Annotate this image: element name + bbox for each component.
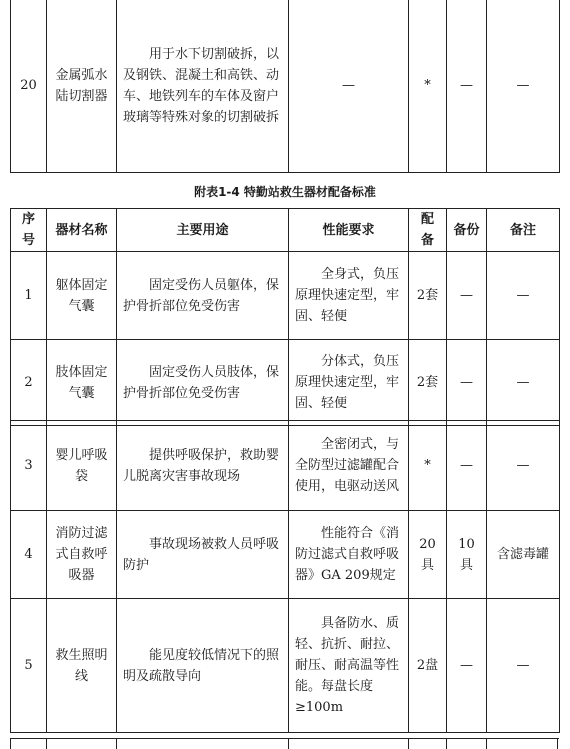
equipment-name: 救生照明线 bbox=[47, 599, 117, 733]
row-number: 1 bbox=[11, 252, 47, 340]
header-backup: 备份 bbox=[447, 209, 487, 252]
equipment-use: 事故现场被救人员呼吸防护 bbox=[117, 511, 289, 599]
equipment-table-part1 bbox=[10, 208, 560, 426]
backup-count: 10具 bbox=[447, 511, 487, 599]
header-row bbox=[11, 209, 560, 252]
backup-count: — bbox=[447, 252, 487, 340]
header-perf: 性能要求 bbox=[289, 209, 409, 252]
performance: 性能符合《消防过滤式自救呼吸器》GA 209规定 bbox=[289, 511, 409, 599]
performance: 分体式，负压原理快速定型，牢固、轻便 bbox=[289, 340, 409, 426]
table-row bbox=[11, 421, 560, 511]
header-no: 序号 bbox=[11, 209, 47, 252]
header-remark: 备注 bbox=[487, 209, 560, 252]
table-row bbox=[11, 340, 560, 426]
backup-count: — bbox=[447, 599, 487, 733]
equipment-use: 用于水下切割破拆，以及钢铁、混凝土和高铁、动车、地铁列车的车体及窗户玻璃等特殊对象的切割破拆 bbox=[117, 0, 289, 173]
remark: — bbox=[487, 0, 560, 173]
header-name: 器材名称 bbox=[47, 209, 117, 252]
backup-count: — bbox=[447, 340, 487, 426]
table-row bbox=[11, 252, 560, 340]
table-caption: 附表1-4 特勤站救生器材配备标准 bbox=[194, 185, 376, 199]
equipment-table-part2 bbox=[10, 420, 560, 733]
equipment-name: 消防过滤式自救呼吸器 bbox=[47, 511, 117, 599]
table-row bbox=[11, 511, 560, 599]
remark: 含滤毒罐 bbox=[487, 511, 560, 599]
remark: — bbox=[487, 599, 560, 733]
performance: 具备防水、质轻、抗折、耐拉、耐压、耐高温等性能。每盘长度≥100m bbox=[289, 599, 409, 733]
performance: — bbox=[289, 0, 409, 173]
remark: — bbox=[487, 252, 560, 340]
equipment-name: 躯体固定气囊 bbox=[47, 252, 117, 340]
header-use: 主要用途 bbox=[117, 209, 289, 252]
row-number: 3 bbox=[11, 421, 47, 511]
performance: 全身式，负压原理快速定型，牢固、轻便 bbox=[289, 252, 409, 340]
remark: — bbox=[487, 421, 560, 511]
remark: — bbox=[487, 340, 560, 426]
performance: 全密闭式，与全防型过滤罐配合使用，电驱动送风 bbox=[289, 421, 409, 511]
config-count: 2套 bbox=[409, 340, 447, 426]
header-config: 配备 bbox=[409, 209, 447, 252]
equipment-use: 固定受伤人员肢体，保护骨折部位免受伤害 bbox=[117, 340, 289, 426]
top-table bbox=[10, 0, 560, 173]
equipment-use: 提供呼吸保护，救助婴儿脱离灾害事故现场 bbox=[117, 421, 289, 511]
backup-count: — bbox=[447, 421, 487, 511]
config-count: 2盘 bbox=[409, 599, 447, 733]
config-count: * bbox=[409, 421, 447, 511]
equipment-name: 婴儿呼吸袋 bbox=[47, 421, 117, 511]
equipment-name: 肢体固定气囊 bbox=[47, 340, 117, 426]
backup-count: — bbox=[447, 0, 487, 173]
row-number: 4 bbox=[11, 511, 47, 599]
config-count: 20具 bbox=[409, 511, 447, 599]
row-number: 2 bbox=[11, 340, 47, 426]
next-row-fragment bbox=[10, 738, 559, 749]
config-count: * bbox=[409, 0, 447, 173]
table-row bbox=[11, 0, 560, 173]
equipment-use: 固定受伤人员躯体，保护骨折部位免受伤害 bbox=[117, 252, 289, 340]
table-row bbox=[11, 599, 560, 733]
row-number: 20 bbox=[11, 0, 47, 173]
equipment-use: 能见度较低情况下的照明及疏散导向 bbox=[117, 599, 289, 733]
equipment-name: 金属弧水陆切割器 bbox=[47, 0, 117, 173]
config-count: 2套 bbox=[409, 252, 447, 340]
row-number: 5 bbox=[11, 599, 47, 733]
